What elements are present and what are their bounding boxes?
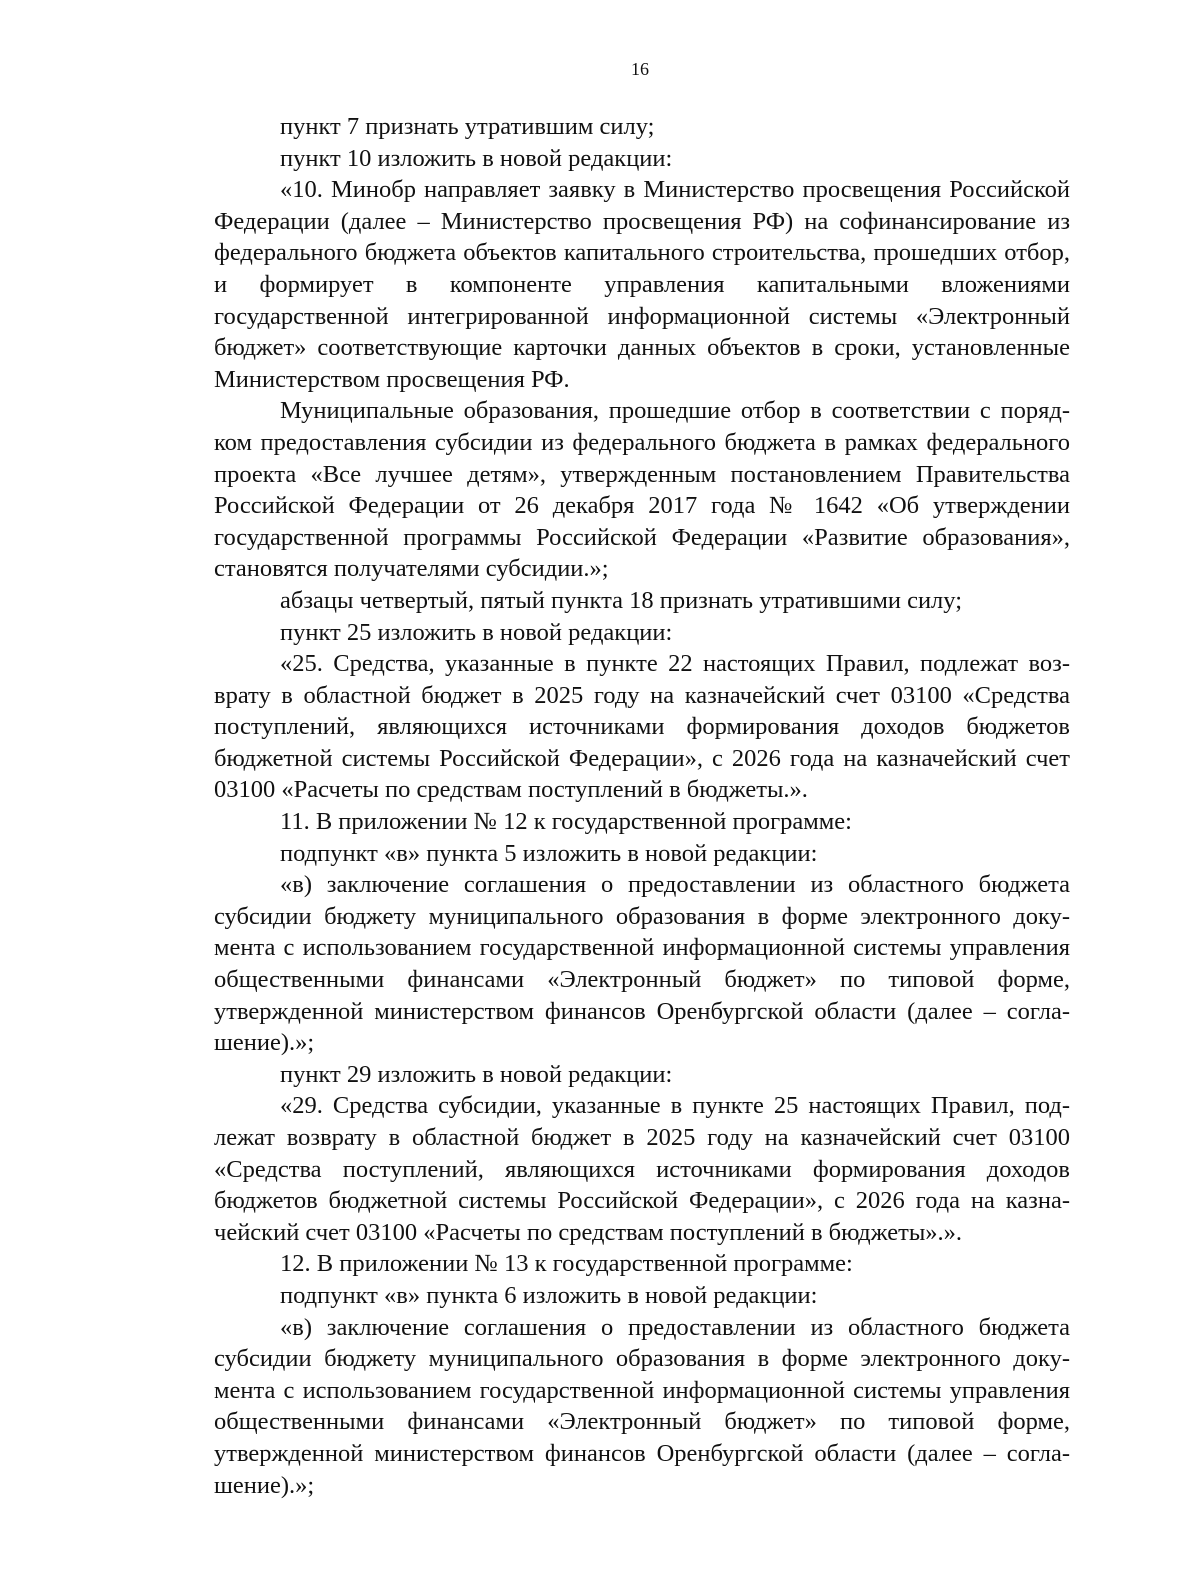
paragraph-15: «в) заключение соглашения о предоставлении из областного бюджета субсидии бюджету муниципального образования в форме электронного документа с использованием государственной информационной системы управления общественными финансами «Электронный бюджет» по типовой форме, утвержденной министерством финансов Оренбургской области (далее – соглашение).»; bbox=[214, 1313, 1070, 1499]
paragraph-14: подпункт «в» пункта 6 изложить в новой редакции: bbox=[280, 1281, 818, 1309]
paragraph-13: 12. В приложении № 13 к государственной программе: bbox=[280, 1250, 853, 1278]
page-number: 16 bbox=[631, 59, 649, 79]
paragraph-5: абзацы четвертый, пятый пункта 18 признать утратившими силу; bbox=[280, 586, 963, 614]
paragraph-8: 11. В приложении № 12 к государственной программе: bbox=[280, 808, 852, 836]
paragraph-3: «10. Минобр направляет заявку в Министерство просвещения Российской Федерации (далее – Министерство просвещения РФ) на софинансирование из федерального бюджета объектов капитального строительства, прошедших отбор, и формирует в компоненте управления капитальными вложениями государственной интегрированной информационной системы «Электронный бюджет» соответствующие карточки данных объектов в сроки, установленные Министерством просвещения РФ. bbox=[214, 176, 1070, 393]
paragraph-1: пункт 7 признать утратившим силу; bbox=[280, 113, 655, 140]
paragraph-11: пункт 29 изложить в новой редакции: bbox=[280, 1060, 673, 1088]
paragraph-12: «29. Средства субсидии, указанные в пункте 25 настоящих Правил, подлежат возврату в областной бюджет в 2025 году на казначейский счет 03100 «Средства поступлений, являющихся источниками формирования доходов бюджетов бюджетной системы Российской Федерации», с 2026 года на казначейский счет 03100 «Расчеты по средствам поступлений в бюджеты».». bbox=[214, 1092, 1070, 1246]
paragraph-9: подпункт «в» пункта 5 изложить в новой редакции: bbox=[280, 839, 818, 867]
paragraph-6: пункт 25 изложить в новой редакции: bbox=[280, 618, 673, 646]
paragraph-7: «25. Средства, указанные в пункте 22 настоящих Правил, подлежат возврату в областной бюджет в 2025 году на казначейский счет 03100 «Средства поступлений, являющихся источниками формирования доходов бюджетов бюджетной системы Российской Федерации», с 2026 года на казначейский счет 03100 «Расчеты по средствам поступлений в бюджеты.». bbox=[214, 650, 1070, 804]
paragraph-10: «в) заключение соглашения о предоставлении из областного бюджета субсидии бюджету муниципального образования в форме электронного документа с использованием государственной информационной системы управления общественными финансами «Электронный бюджет» по типовой форме, утвержденной министерством финансов Оренбургской области (далее – соглашение).»; bbox=[214, 871, 1070, 1057]
paragraph-4: Муниципальные образования, прошедшие отбор в соответствии с порядком предоставления субсидии из федерального бюджета в рамках федерального проекта «Все лучшее детям», утвержденным постановлением Правительства Российской Федерации от 26 декабря 2017 года № 1642 «Об утверждении государственной программы Российской Федерации «Развитие образования», становятся получателями субсидии.»; bbox=[214, 397, 1070, 583]
paragraph-2: пункт 10 изложить в новой редакции: bbox=[280, 144, 673, 172]
document-body bbox=[214, 111, 1070, 1501]
